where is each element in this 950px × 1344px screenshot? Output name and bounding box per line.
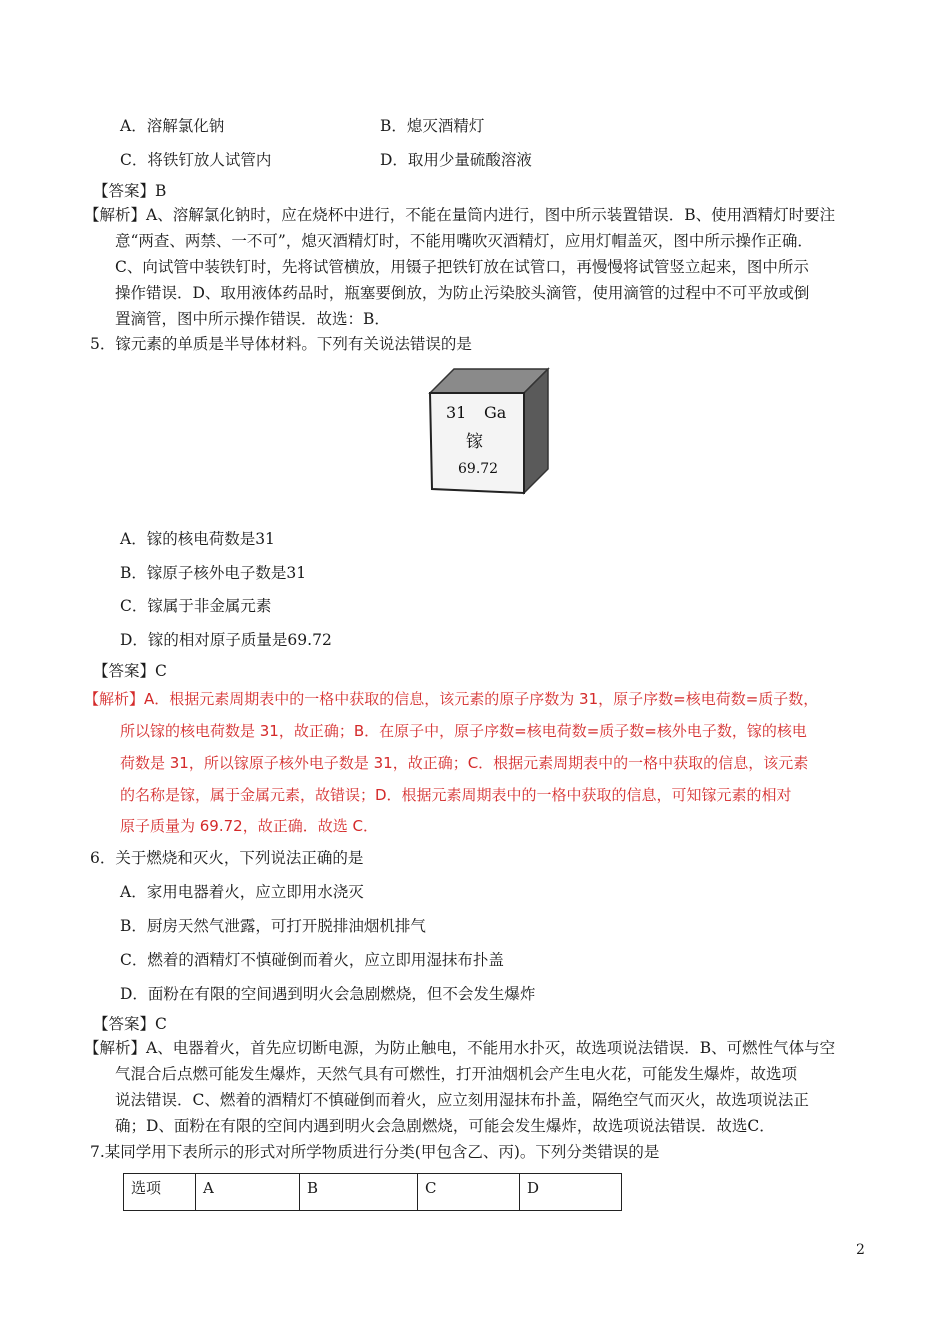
- q6-option-a: A．家用电器着火，应立即用水浇灭: [120, 883, 364, 901]
- tile-element-name: 镓: [466, 432, 483, 452]
- q6-explanation-line: 确；D、面粉在有限的空间内遇到明火会急剧燃烧，可能会发生爆炸，故选项说法错误．故选C．: [115, 1117, 775, 1135]
- tile-atomic-number: 31: [446, 403, 467, 422]
- table-header-cell: B: [300, 1174, 418, 1210]
- page-number: 2: [856, 1242, 865, 1258]
- q6-option-d: D．面粉在有限的空间遇到明火会急剧燃烧，但不会发生爆炸: [120, 985, 536, 1003]
- q4-option-b: B．熄灭酒精灯: [380, 117, 485, 135]
- table-header-cell: 选项: [124, 1174, 196, 1210]
- table-header-cell: A: [196, 1174, 300, 1210]
- q5-explanation-line: 所以镓的核电荷数是 31，故正确；B．在原子中，原子序数=核电荷数=质子数=核外电子数，镓的核电: [120, 722, 807, 740]
- q5-explanation-line: 的名称是镓，属于金属元素，故错误；D．根据元素周期表中的一格中获取的信息，可知镓元素的相对: [120, 786, 792, 804]
- q4-explanation-line: 【解析】A、溶解氯化钠时，应在烧杯中进行，不能在量筒内进行，图中所示装置错误．B、使用酒精灯时要注: [84, 206, 836, 224]
- q6-explanation-line: 说法错误．C、燃着的酒精灯不慎碰倒而着火，应立刻用湿抹布扑盖，隔绝空气而灭火，故选项说法正: [115, 1091, 809, 1109]
- q6-explanation-line: 气混合后点燃可能发生爆炸，天然气具有可燃性，打开油烟机会产生电火花，可能发生爆炸，故选项: [115, 1065, 798, 1083]
- q6-option-c: C．燃着的酒精灯不慎碰倒而着火，应立即用湿抹布扑盖: [120, 951, 504, 969]
- q5-answer: 【答案】C: [93, 662, 167, 680]
- q4-explanation-line: C、向试管中装铁钉时，先将试管横放，用镊子把铁钉放在试管口，再慢慢将试管竖立起来，图中所示: [115, 258, 809, 276]
- q4-answer: 【答案】B: [93, 182, 167, 200]
- q5-option-b: B．镓原子核外电子数是31: [120, 564, 307, 582]
- q6-answer: 【答案】C: [93, 1015, 167, 1033]
- classification-table: [123, 1173, 622, 1211]
- q5-explanation-line: 原子质量为 69.72，故正确．故选 C．: [120, 817, 378, 835]
- q4-explanation-line: 置滴管，图中所示操作错误．故选：B．: [115, 310, 390, 328]
- q4-option-a: A．溶解氯化钠: [120, 117, 225, 135]
- q5-explanation-line: 【解析】A．根据元素周期表中的一格中获取的信息，该元素的原子序数为 31，原子序数=核电荷数=质子数，: [84, 690, 819, 708]
- q5-option-a: A．镓的核电荷数是31: [120, 530, 275, 548]
- q7-stem: 7.某同学用下表所示的形式对所学物质进行分类(甲包含乙、丙)。下列分类错误的是: [90, 1143, 660, 1161]
- table-header-cell: C: [418, 1174, 520, 1210]
- tile-symbol: Ga: [484, 403, 507, 422]
- gallium-element-tile: [418, 365, 558, 500]
- q6-stem: 6．关于燃烧和灭火，下列说法正确的是: [90, 849, 364, 867]
- q5-explanation-line: 荷数是 31，所以镓原子核外电子数是 31，故正确；C．根据元素周期表中的一格中获取的信息，该元素: [120, 754, 809, 772]
- tile-atomic-mass: 69.72: [458, 461, 499, 477]
- table-header-cell: D: [527, 1179, 540, 1197]
- q4-explanation-line: 操作错误．D、取用液体药品时，瓶塞要倒放，为防止污染胶头滴管，使用滴管的过程中不可平放或倒: [115, 284, 810, 302]
- q5-option-c: C．镓属于非金属元素: [120, 597, 272, 615]
- q4-explanation-line: 意“两查、两禁、一不可”，熄灭酒精灯时，不能用嘴吹灭酒精灯，应用灯帽盖灭，图中所示操作正确．: [115, 232, 813, 250]
- q4-option-c: C．将铁钉放人试管内: [120, 151, 272, 169]
- q4-option-d: D．取用少量硫酸溶液: [380, 151, 532, 169]
- q5-option-d: D．镓的相对原子质量是69.72: [120, 631, 332, 649]
- q6-option-b: B．厨房天然气泄露，可打开脱排油烟机排气: [120, 917, 426, 935]
- q6-explanation-line: 【解析】A、电器着火，首先应切断电源，为防止触电，不能用水扑灭，故选项说法错误．B、可燃性气体与空: [84, 1039, 836, 1057]
- q5-stem: 5．镓元素的单质是半导体材料。下列有关说法错误的是: [90, 335, 472, 353]
